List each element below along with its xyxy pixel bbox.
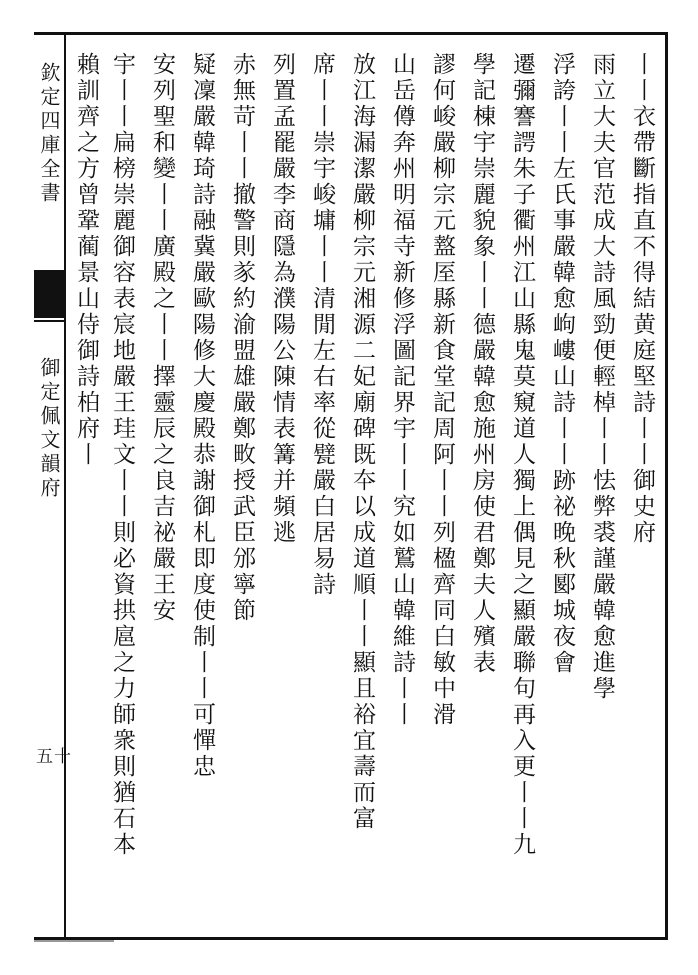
text-column-5: 學記棟宇崇麗貌象丨丨德嚴韓愈施州房使君鄭夫人殯表 bbox=[469, 52, 495, 676]
text-column-11: 赤無苛丨丨撤警則㒸約渝盟雄嚴鄭畋授武臣邠寧節 bbox=[229, 52, 255, 624]
text-column-13: 安列聖和變丨丨廣殿之丨丨擇靈辰之良吉祕嚴王安 bbox=[149, 52, 175, 624]
spine-book-title: 御定佩文韻府 bbox=[37, 357, 61, 501]
fish-tail-rule bbox=[34, 316, 64, 322]
text-column-14: 宇丨丨扁榜崇麗御容表宸地嚴王珪文丨丨則必資拱扈之力師衆則猶石本 bbox=[109, 52, 135, 858]
text-column-15: 賴訓齊之方曾鞏蔺景山侍御詩柏府丨 bbox=[73, 52, 99, 468]
text-column-10: 列置孟罷嚴李商隱為濮陽公陳情表篝并頻逃 bbox=[269, 52, 295, 546]
text-column-12: 疑凜嚴韓琦詩融冀嚴歐陽修大慶殿恭謝御札即度使制丨丨可憚忠 bbox=[189, 52, 215, 780]
page-number: 五十 bbox=[36, 747, 72, 767]
text-column-1: 丨丨衣帶斷指直不得結黄庭堅詩丨丨御史府 bbox=[629, 52, 655, 546]
text-column-4: 遷彌謇諤朱子衢州江山縣鬼莫窺道人獨上偶見之顯嚴聯句再入更丨丨九 bbox=[509, 52, 535, 858]
page-spine bbox=[34, 32, 64, 940]
text-column-7: 山岳僔奔州明福寺新修浮圖記界宇丨丨究如鷲山韓維詩丨丨 bbox=[389, 52, 415, 728]
fish-tail-mark bbox=[34, 270, 64, 316]
text-column-2: 雨立大夫官范成大詩風勁便輕棹丨丨怯弊裘謹嚴韓愈進學 bbox=[589, 52, 615, 702]
text-columns bbox=[66, 52, 664, 912]
spine-title: 欽定四庫全書 bbox=[37, 62, 61, 206]
text-column-8: 放江海漏潔嚴柳宗元湘源二妃廟碑既夲以成道順丨丨顯且裕宜壽而富 bbox=[349, 52, 375, 832]
text-column-3: 浮誇丨丨左氏事嚴韓愈岣嶁山詩丨丨跡祕晚秋郾城夜會 bbox=[549, 52, 575, 676]
text-column-6: 謬何峻嚴柳宗元盩厔縣新食堂記周阿丨丨列楹齊同白敏中滑 bbox=[429, 52, 455, 728]
bottom-mark bbox=[34, 940, 114, 942]
text-column-9: 席丨丨崇宇峻墉丨丨清閒左右率從甓嚴白居易詩 bbox=[309, 52, 335, 598]
